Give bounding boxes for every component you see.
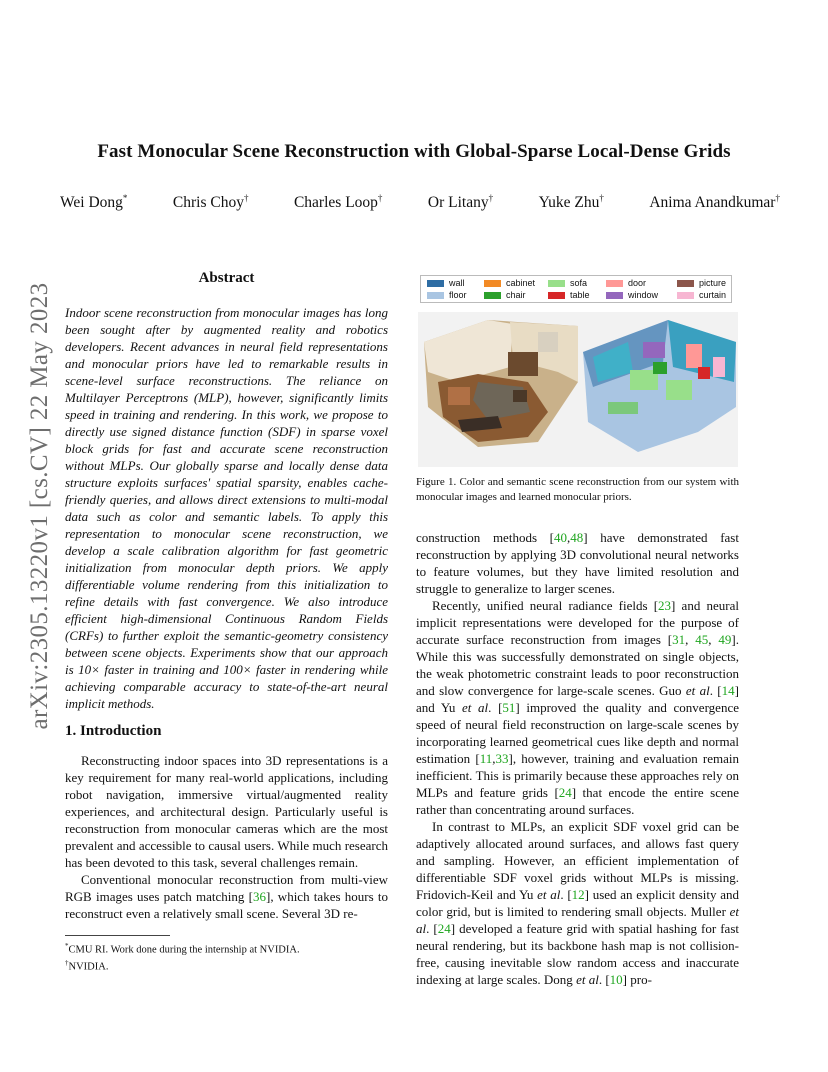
legend-swatch (427, 280, 444, 287)
paper-title: Fast Monocular Scene Reconstruction with Global-Sparse Local-Dense Grids (97, 141, 731, 162)
abstract-text: Indoor scene reconstruction from monocular images has long been sought after by augmented reality and robotics developers. Recent advances in neural field representations and monocular priors have led to remarkable results in scene-level surface reconstructions. The reliance on Multilayer Perceptrons (MLP), however, significantly limits speed in training and rendering. In this work, we propose to directly use signed distance function (SDF) in sparse voxel block grids for fast and accurate scene reconstruction without MLPs. Our globally sparse and locally dense data structure exploits surfaces' spatial sparsity, enables cache-friendly queries, and allows direct extensions to multi-modal data such as color and semantic labels. To apply this representation to monocular scene reconstruction, we develop a scale calibration algorithm for fast geometric initialization from monocular depth priors. We apply differentiable volume rendering from this initialization to refine details with fast convergence. We also introduce efficient high-dimensional Continuous Random Fields (CRFs) to further exploit the semantic-geometry consistency between scene objects. Experiments show that our approach is 10× faster in training and 100× faster in rendering while achieving comparable accuracy to state-of-the-art neural implicit methods. (65, 305, 388, 711)
legend-swatch (484, 292, 501, 299)
abstract-heading: Abstract (198, 270, 255, 286)
paragraph: construction methods [40,48] have demonstrated fast reconstruction by applying 3D convolutional neural networks to feature volumes, but they have limited resolution and struggle to generalize to larger scenes. (416, 530, 739, 596)
arxiv-identifier: arXiv:2305.13220v1 [cs.CV] 22 May 2023 (26, 282, 53, 730)
right-column-text (416, 529, 739, 988)
citation-link[interactable]: 36 (252, 889, 266, 904)
author: Yuke Zhu† (538, 193, 604, 212)
author: Anima Anandkumar† (649, 193, 780, 212)
author: Wei Dong* (60, 193, 128, 212)
citation-link[interactable]: 12 (571, 887, 585, 902)
legend-item: door (606, 278, 646, 288)
legend-swatch (548, 292, 565, 299)
citation-link[interactable]: 24 (558, 785, 572, 800)
legend-swatch (427, 292, 444, 299)
figure-legend (420, 275, 732, 303)
author-list (60, 193, 780, 212)
footnotes (65, 940, 300, 973)
figure-caption: Figure 1. Color and semantic scene reconstruction from our system with monocular images and learned monocular priors. (416, 476, 739, 503)
citation-link[interactable]: 23 (658, 598, 672, 613)
author: Charles Loop† (293, 193, 383, 212)
legend-item: chair (484, 290, 526, 300)
citation-link[interactable]: 10 (609, 972, 623, 987)
legend-item: cabinet (484, 278, 535, 288)
legend-item: sofa (548, 278, 587, 288)
author: Or Litany† (427, 193, 494, 212)
legend-swatch (606, 280, 623, 287)
citation-link[interactable]: 11 (479, 751, 493, 766)
paragraph: Recently, unified neural radiance fields [23] and neural implicit representations were developed for the purpose of accurate surface reconstruction from images [31, 45, 49]. While this was successfully demonstrated on single objects, the weak photometric constraint leads to poor reconstruction and slow convergence for large-scale scenes. Guo et al. [14] and Yu et al. [51] improved the quality and convergence speed of neural field reconstruction on large-scale scenes by incorporating learned geometrical cues like depth and normal estimation [11,33], however, training and evaluation remain inefficient. This is primarily because these approaches rely on MLPs and feature grids [24] that encode the entire scene rather than concentrating around surfaces. (416, 598, 740, 817)
paragraph: Conventional monocular reconstruction from multi-view RGB images uses patch matching [36], which takes hours to reconstruct even a relatively small scene. Several 3D re- (65, 872, 388, 921)
introduction-body (65, 752, 388, 922)
citation-link[interactable]: 48 (570, 530, 584, 545)
legend-swatch (548, 280, 565, 287)
legend-item: picture (677, 278, 726, 288)
footnote: †NVIDIA. (65, 958, 109, 972)
figure-scene-reconstruction (418, 312, 738, 467)
legend-item: window (606, 290, 658, 300)
legend-swatch (677, 292, 694, 299)
paragraph: Reconstructing indoor spaces into 3D representations is a key requirement for many real-world applications, including robot navigation, immersive virtual/augmented reality experiences, and architectural design. Particularly useful is reconstruction from monocular cameras which are the most prevalent and accessible to causal users. While much research has been devoted to this task, several challenges remain. (65, 753, 388, 870)
citation-link[interactable]: 51 (502, 700, 516, 715)
citation-link[interactable]: 33 (495, 751, 509, 766)
legend-swatch (606, 292, 623, 299)
footnote: *CMU RI. Work done during the internship at NVIDIA. (65, 942, 300, 956)
citation-link[interactable]: 14 (721, 683, 735, 698)
paragraph: In contrast to MLPs, an explicit SDF voxel grid can be adaptively allocated around surfaces, and allows fast query and sampling. However, an efficient implementation of differentiable SDF voxel grids without MLPs is missing. Fridovich-Keil and Yu et al. [12] used an explicit density and color grid, but is limited to rendering small objects. Muller et al. [24] developed a feature grid with spatial hashing for fast neural rendering, but its backbone hash map is not collision-free, causing inevitable slow random access and inaccurate indexing at large scales. Dong et al. [10] pro- (416, 819, 739, 987)
citation-link[interactable]: 45 (695, 632, 709, 647)
legend-swatch (677, 280, 694, 287)
author: Chris Choy† (172, 193, 249, 212)
section-heading-introduction: 1. Introduction (65, 723, 162, 739)
citation-link[interactable]: 49 (718, 632, 732, 647)
legend-item: table (548, 290, 590, 300)
arxiv-sidebar (20, 256, 60, 756)
citation-link[interactable]: 24 (437, 921, 451, 936)
legend-swatch (484, 280, 501, 287)
footnote-rule (65, 935, 170, 936)
citation-link[interactable]: 31 (672, 632, 686, 647)
legend-item: floor (427, 290, 467, 300)
citation-link[interactable]: 40 (554, 530, 568, 545)
legend-item: curtain (677, 290, 726, 300)
legend-item: wall (427, 278, 465, 288)
